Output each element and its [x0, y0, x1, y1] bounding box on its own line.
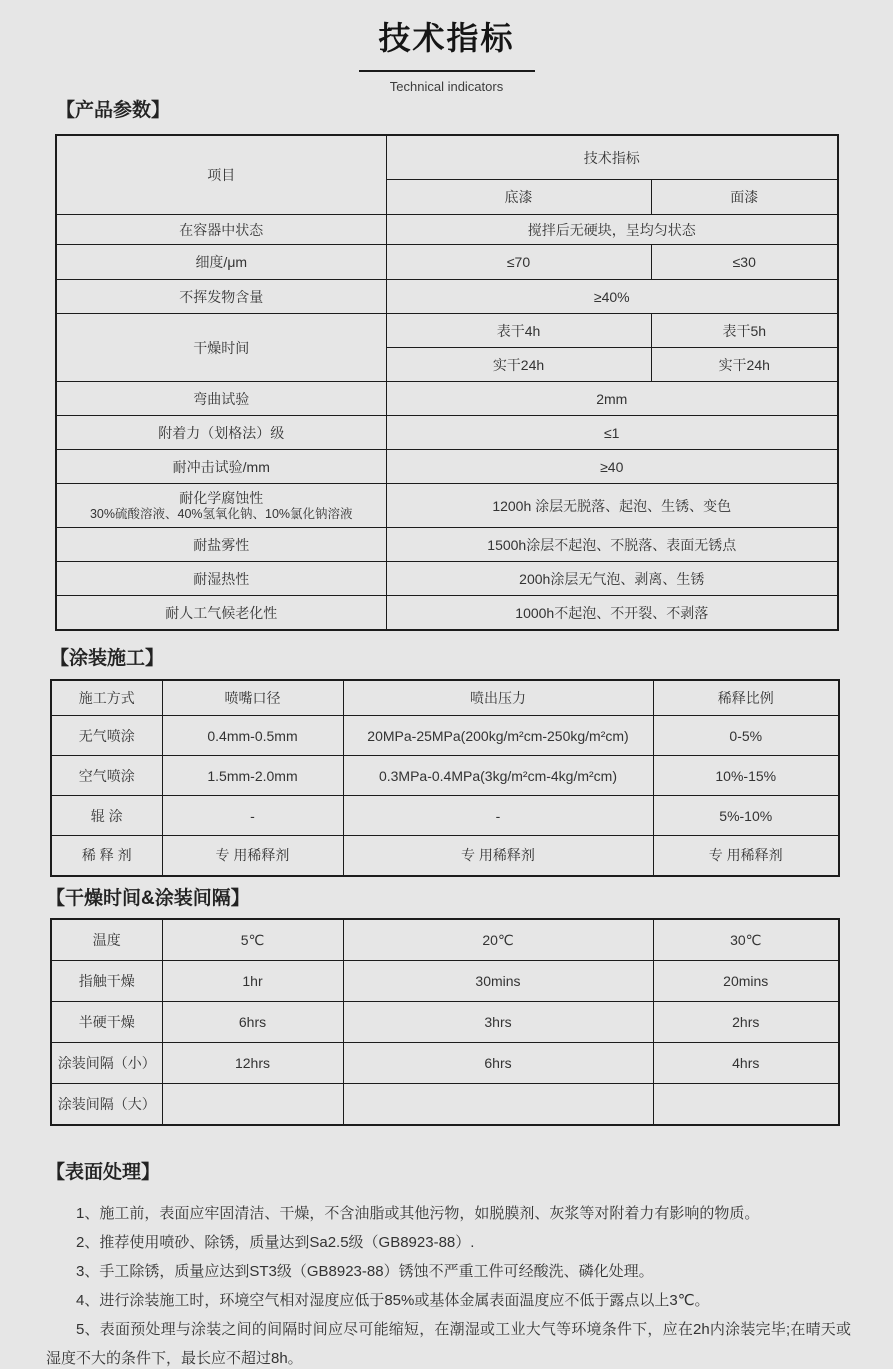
surface-note-5: 5、表面预处理与涂装之间的间隔时间应尽可能缩短，在潮湿或工业大气等环境条件下，应在2h内涂装完毕;在晴天或湿度不大的条件下，最长应不超过8h。: [46, 1321, 851, 1368]
table-cell: 1hr: [162, 960, 343, 1001]
table-cell: 5%-10%: [653, 796, 839, 836]
table-row: [56, 135, 838, 180]
table-cell: 专 用稀释剂: [162, 836, 343, 876]
table-cell: -: [162, 796, 343, 836]
header-cell-nozzle: 喷嘴口径: [162, 680, 343, 716]
table-cell: 6hrs: [162, 1001, 343, 1042]
header-cell-method: 施工方式: [51, 680, 162, 716]
table-row: [56, 528, 838, 562]
row-label-humidity-heat: 耐湿热性: [56, 562, 386, 596]
table-row: [56, 382, 838, 416]
table-row: [56, 450, 838, 484]
row-label-temperature: 温度: [51, 919, 162, 960]
table-cell: ≤1: [386, 416, 838, 450]
row-label-drying-time: 干燥时间: [56, 314, 386, 382]
table-cell: 1000h不起泡、不开裂、不剥落: [386, 596, 838, 630]
table-cell: 3hrs: [343, 1001, 653, 1042]
chemical-resistance-detail: 30%硫酸溶液、40%氢氧化钠、10%氯化钠溶液: [89, 507, 353, 522]
header-cell-topcoat: 面漆: [651, 180, 838, 215]
product-params-table: [55, 134, 839, 631]
table-row: [51, 1083, 839, 1125]
table-cell: ≤70: [386, 245, 651, 280]
table-cell: 表干4h: [386, 314, 651, 348]
table-cell: 0.3MPa-0.4MPa(3kg/m²cm-4kg/m²cm): [343, 756, 653, 796]
header-cell-item: 项目: [56, 135, 386, 215]
table-row: [56, 484, 838, 528]
page-subtitle: Technical indicators: [389, 79, 504, 94]
section-heading-drying-interval: 【干燥时间&涂装间隔】: [46, 887, 250, 909]
table-cell: 专 用稀释剂: [343, 836, 653, 876]
surface-note-3: 3、手工除锈，质量应达到ST3级（GB8923-88）锈蚀不严重工件可经酸洗、磷化处理。: [76, 1263, 654, 1281]
surface-note-1: 1、施工前，表面应牢固清洁、干燥，不含油脂或其他污物，如脱膜剂、灰浆等对附着力有影响的物质。: [76, 1205, 760, 1223]
table-cell: 2hrs: [653, 1001, 839, 1042]
title-divider: [359, 70, 535, 72]
table-row: [56, 562, 838, 596]
table-cell: 5℃: [162, 919, 343, 960]
row-label-chemical-resistance: [56, 484, 386, 528]
header-cell-primer: 底漆: [386, 180, 651, 215]
table-cell: 专 用稀释剂: [653, 836, 839, 876]
header-cell-dilution: 稀释比例: [653, 680, 839, 716]
table-row: [56, 280, 838, 314]
table-cell: 12hrs: [162, 1042, 343, 1083]
coating-application-table: [50, 679, 840, 877]
table-row: [56, 314, 838, 348]
row-label-impact-test: 耐冲击试验/mm: [56, 450, 386, 484]
page-title: 技术指标: [378, 20, 515, 56]
table-cell: 20mins: [653, 960, 839, 1001]
row-label-adhesion: 附着力（划格法）级: [56, 416, 386, 450]
table-cell: 1.5mm-2.0mm: [162, 756, 343, 796]
table-cell: [653, 1083, 839, 1125]
table-row: [51, 836, 839, 876]
table-cell: 1200h 涂层无脱落、起泡、生锈、变色: [386, 484, 838, 528]
row-label-interval-min: 涂装间隔（小）: [51, 1042, 162, 1083]
table-cell: 1500h涂层不起泡、不脱落、表面无锈点: [386, 528, 838, 562]
row-label-salt-spray: 耐盐雾性: [56, 528, 386, 562]
row-label-thinner: 稀 释 剂: [51, 836, 162, 876]
table-cell: 0.4mm-0.5mm: [162, 716, 343, 756]
row-label-roller: 辊 涂: [51, 796, 162, 836]
table-row: [56, 215, 838, 245]
table-cell: -: [343, 796, 653, 836]
table-row: [51, 716, 839, 756]
table-row: [56, 416, 838, 450]
table-cell: 实干24h: [651, 348, 838, 382]
row-label-bend-test: 弯曲试验: [56, 382, 386, 416]
table-cell: 200h涂层无气泡、剥离、生锈: [386, 562, 838, 596]
row-label-interval-max: 涂装间隔（大）: [51, 1083, 162, 1125]
row-label-weathering: 耐人工气候老化性: [56, 596, 386, 630]
header-cell-tech-indicators: 技术指标: [386, 135, 838, 180]
table-cell: 30mins: [343, 960, 653, 1001]
table-cell: 实干24h: [386, 348, 651, 382]
table-cell: ≥40: [386, 450, 838, 484]
section-heading-product-params: 【产品参数】: [56, 100, 171, 121]
table-row: [51, 1042, 839, 1083]
table-cell: 搅拌后无硬块，呈均匀状态: [386, 215, 838, 245]
table-cell: 2mm: [386, 382, 838, 416]
table-cell: [343, 1083, 653, 1125]
row-label-fineness: 细度/μm: [56, 245, 386, 280]
table-row: [51, 960, 839, 1001]
table-cell: 20℃: [343, 919, 653, 960]
row-label-nonvolatile: 不挥发物含量: [56, 280, 386, 314]
surface-treatment-notes: [46, 1199, 851, 1369]
header-cell-pressure: 喷出压力: [343, 680, 653, 716]
table-row: [56, 245, 838, 280]
row-label-airless-spray: 无气喷涂: [51, 716, 162, 756]
surface-note-4: 4、进行涂装施工时，环境空气相对湿度应低于85%或基体金属表面温度应不低于露点以上3℃。: [76, 1292, 710, 1310]
drying-time-table: [50, 918, 840, 1126]
row-label-touch-dry: 指触干燥: [51, 960, 162, 1001]
section-heading-surface-treatment: 【表面处理】: [46, 1162, 161, 1184]
table-row: [56, 596, 838, 630]
title-block: [0, 0, 893, 94]
row-label-container-state: 在容器中状态: [56, 215, 386, 245]
table-cell: 表干5h: [651, 314, 838, 348]
table-cell: 10%-15%: [653, 756, 839, 796]
table-cell: 6hrs: [343, 1042, 653, 1083]
table-row: [51, 919, 839, 960]
table-cell: 4hrs: [653, 1042, 839, 1083]
section-heading-coating-application: 【涂装施工】: [50, 647, 165, 669]
chemical-resistance-title: 耐化学腐蚀性: [179, 489, 264, 506]
table-cell: ≤30: [651, 245, 838, 280]
table-row: [51, 680, 839, 716]
table-row: [51, 1001, 839, 1042]
table-cell: 20MPa-25MPa(200kg/m²cm-250kg/m²cm): [343, 716, 653, 756]
surface-note-2: 2、推荐使用喷砂、除锈，质量达到Sa2.5级（GB8923-88）.: [76, 1234, 475, 1252]
table-cell: [162, 1083, 343, 1125]
table-cell: 30℃: [653, 919, 839, 960]
table-row: [51, 756, 839, 796]
table-row: [51, 796, 839, 836]
row-label-semi-hard-dry: 半硬干燥: [51, 1001, 162, 1042]
table-cell: ≥40%: [386, 280, 838, 314]
table-cell: 0-5%: [653, 716, 839, 756]
row-label-air-spray: 空气喷涂: [51, 756, 162, 796]
